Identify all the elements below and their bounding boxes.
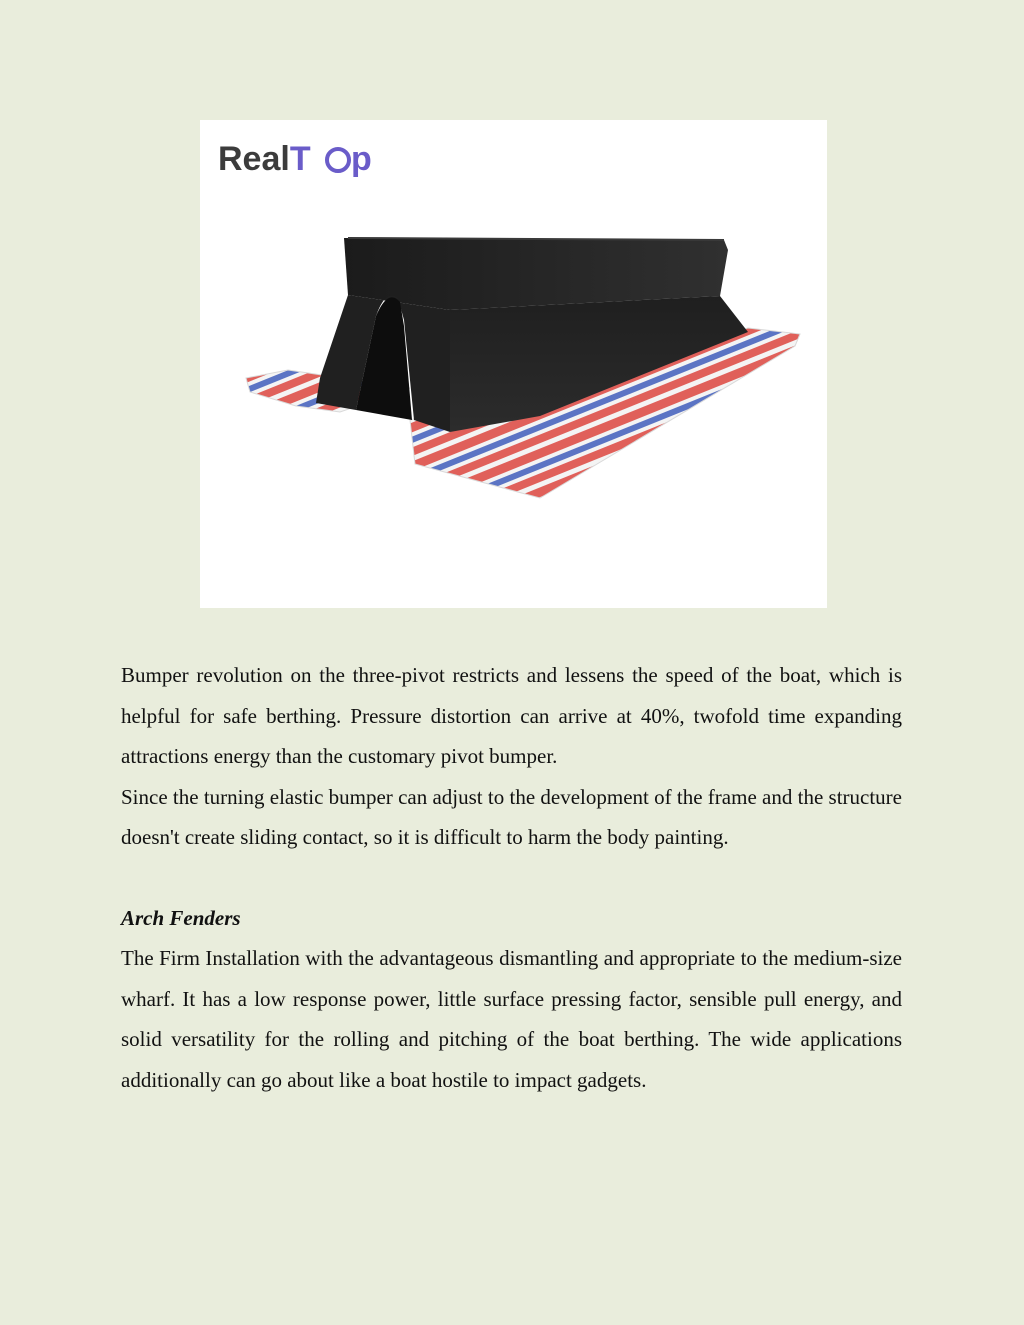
logo-o-icon bbox=[327, 149, 349, 171]
logo-text-end: p bbox=[351, 140, 372, 178]
paragraph-arch-fenders: The Firm Installation with the advantageous dismantling and appropriate to the medium-size wharf. It has a low response power, little surface pressing factor, sensible pull energy, and solid versatility for the rolling and pitching of the boat berthing. The wide applications additionally can go about like a boat hostile to impact gadgets. bbox=[121, 946, 902, 1092]
logo-text: RealT bbox=[218, 140, 311, 178]
spacer bbox=[121, 858, 902, 898]
product-photo bbox=[200, 120, 827, 608]
section-heading: Arch Fenders bbox=[121, 905, 241, 930]
paragraph-turning-bumper: Since the turning elastic bumper can adjust to the development of the frame and the structure doesn't create sliding contact, so it is difficult to harm the body painting. bbox=[121, 784, 902, 849]
arch-fender-illustration bbox=[200, 120, 827, 608]
paragraph-bumper-revolution: Bumper revolution on the three-pivot restricts and lessens the speed of the boat, which is helpful for safe berthing. Pressure distortion can arrive at 40%, twofold time expanding attractions energy than the customary pivot bumper. bbox=[121, 663, 902, 768]
article-body bbox=[121, 655, 902, 1100]
